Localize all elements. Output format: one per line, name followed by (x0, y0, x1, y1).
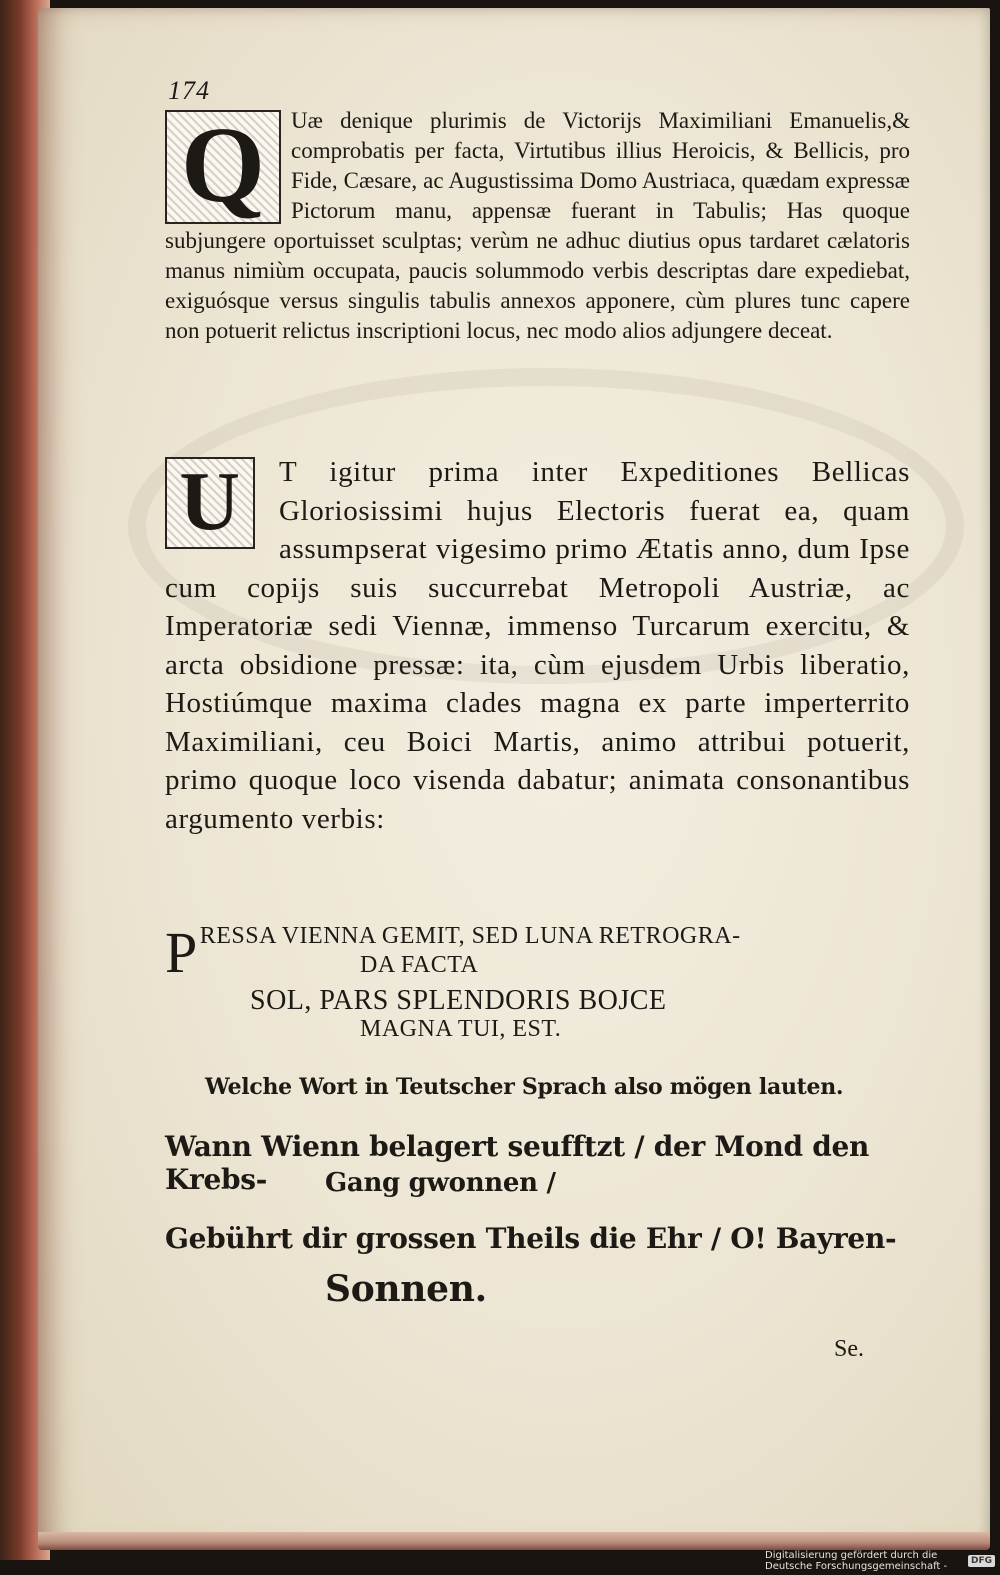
footer-text: Digitalisierung gefördert durch die Deutsche Forschungsgemeinschaft - (765, 1550, 948, 1572)
german-line-3: Gebührt dir grossen Theils die Ehr / O! Bayren- (165, 1222, 897, 1255)
verse-initial: P (165, 920, 198, 985)
latin-verse (165, 922, 910, 1044)
paragraph-1-text: Uæ denique plurimis de Victorijs Maximiliani Emanuelis,& comprobatis per facta, Virtutibus illius Heroicis, & Bellicis, pro Fide, Cæsare, ac Augustissima Domo Austriaca, quædam expressæ Pictorum manu, appensæ fuerant in Tabulis; Has quoque subjungere oportuisset sculptas; verùm ne adhuc diutius opus tardaret cælatoris manus nimiùm occupata, paucis solummodo verbis descriptas dare expediebat, exiguósque versus singulis tabulis annexos apponere, cùm plures tunc capere non potuerit relictus inscriptioni locus, nec modo alios adjungere deceat. (165, 108, 910, 343)
german-line-4: Sonnen. (325, 1268, 487, 1310)
verse-line-1: RESSA VIENNA GEMIT, SED LUNA RETROGRA- (199, 923, 741, 949)
page-number: 174 (168, 76, 210, 105)
german-line-2: Gang gwonnen / (325, 1168, 556, 1198)
paragraph-2 (165, 453, 910, 838)
ornamental-initial-u: U (165, 457, 255, 549)
ornamental-initial-q: Q (165, 110, 281, 224)
paragraph-1 (165, 106, 910, 346)
dfg-logo: DFG (968, 1555, 995, 1567)
verse-line-3: SOL, PARS SPLENDORIS BOJCE (250, 985, 667, 1016)
german-intro: Welche Wort in Teutscher Sprach also mögen lauten. (205, 1074, 844, 1100)
page-bottom-edge (38, 1532, 990, 1550)
paragraph-2-text: T igitur prima inter Expeditiones Bellicas Gloriosissimi hujus Electoris fuerat ea, quam assumpserat vigesimo primo Ætatis anno, dum Ipse cum copijs suis succurrebat Metropoli Austriæ, ac Imperatoriæ sedi Viennæ, immenso Turcarum exercitu, & arcta obsidione pressæ: ita, cùm ejusdem Urbis liberatio, Hostiúmque maxima clades magna ex parte imperterrito Maximiliani, ceu Boici Martis, animo attribui potuerit, primo quoque loco visenda dabatur; animata consonantibus argumento verbis: (165, 456, 910, 835)
verse-line-4: MAGNA TUI, EST. (360, 1016, 562, 1042)
verse-line-2: DA FACTA (360, 952, 479, 978)
catchword: Se. (834, 1336, 864, 1362)
digitization-footer (765, 1551, 995, 1571)
german-line-1: Wann Wienn belagert seufftzt / der Mond den Krebs- (165, 1130, 870, 1196)
